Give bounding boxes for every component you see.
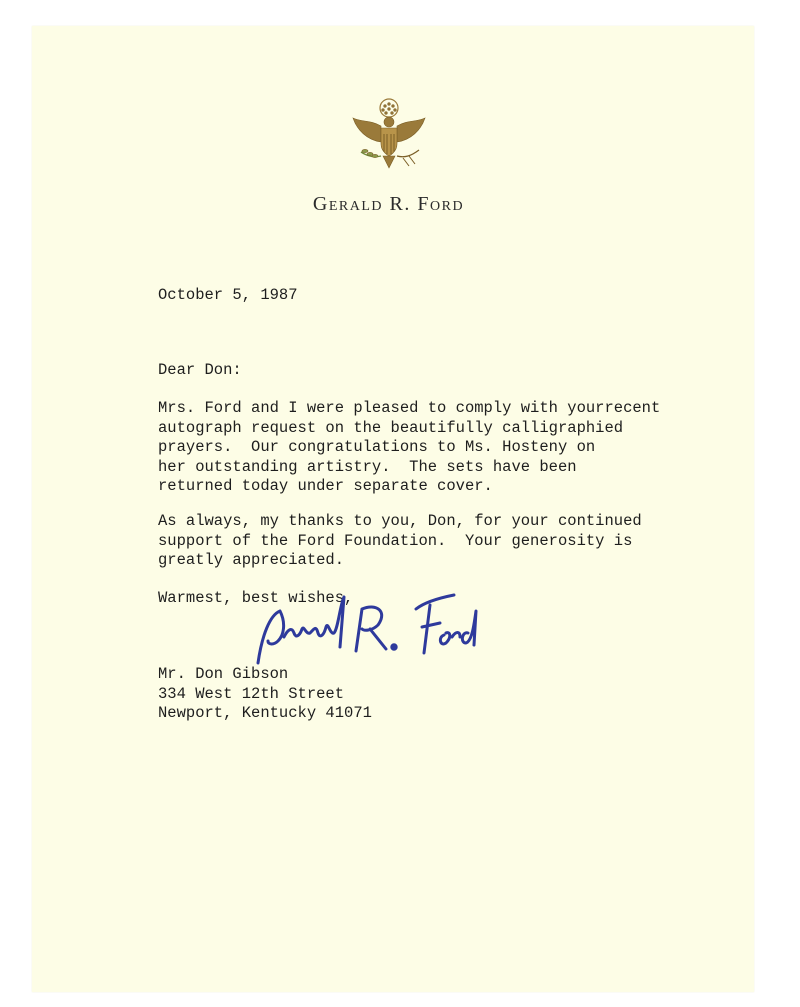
letterhead-name: Gerald R. Ford	[312, 193, 465, 215]
closing: Warmest, best wishes,	[158, 589, 354, 607]
paragraph-1-line-4: her outstanding artistry. The sets have been	[158, 457, 577, 476]
paragraph-1-line-3: prayers. Our congratulations to Ms. Hosteny on	[158, 438, 596, 456]
recipient-street: 334 West 12th Street	[158, 684, 345, 703]
handwritten-signature	[240, 575, 520, 675]
recipient-city: Newport, Kentucky 41071	[158, 704, 372, 722]
paragraph-2-line-3: greatly appreciated.	[158, 551, 345, 569]
paragraph-2-line-2: support of the Ford Foundation. Your generosity is	[158, 531, 633, 550]
paragraph-1-line-2: autograph request on the beautifully calligraphied	[158, 418, 624, 437]
paragraph-1-line-5: returned today under separate cover.	[158, 477, 493, 495]
paragraph-1-line-1: Mrs. Ford and I were pleased to comply with yourrecent	[158, 399, 661, 417]
paragraph-2-line-1: As always, my thanks to you, Don, for your continued	[158, 512, 642, 530]
eagle-seal-icon	[347, 96, 431, 180]
recipient-name: Mr. Don Gibson	[158, 665, 289, 683]
salutation: Dear Don:	[158, 361, 242, 379]
letter-date: October 5, 1987	[158, 286, 298, 304]
